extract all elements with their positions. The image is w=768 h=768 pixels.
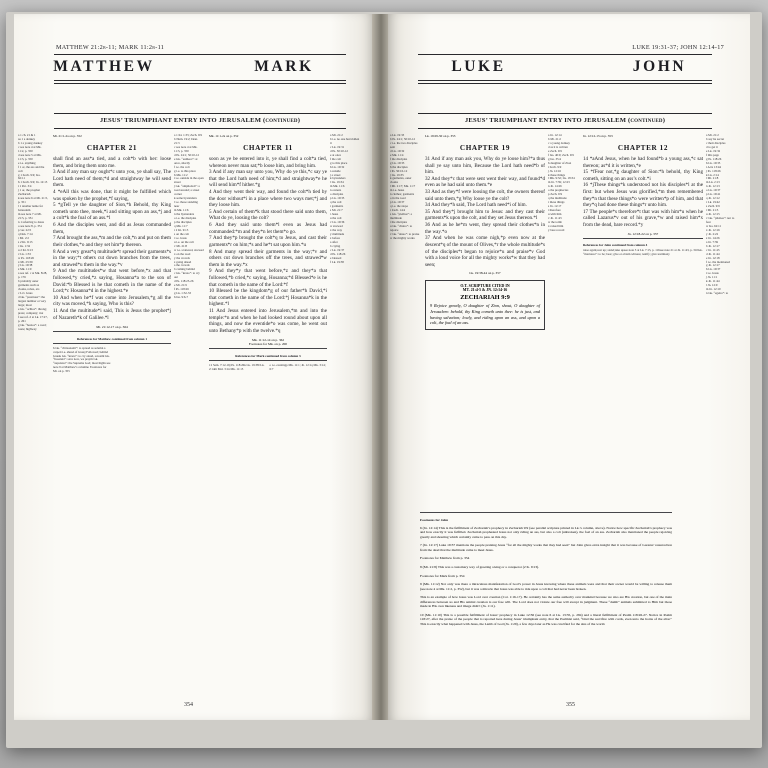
margin-ref-item: o Footnotes for Mt. on p. 355 [53, 365, 107, 374]
margin-ref-item: x raised him [548, 223, 564, 228]
margin-ref-item: e Jn. 12:18 [706, 255, 720, 260]
margin-ref-item: n the bystanders [174, 212, 195, 217]
left-gospel-titles [14, 58, 374, 76]
margin-ref-item: w i.e. scattered, strewed [174, 247, 204, 252]
margin-ref-item: t therefore [548, 208, 561, 213]
gospel-title-john: JOHN [632, 58, 687, 75]
footnotes-john-head: Footnotes for John [420, 517, 449, 522]
ref-above-john: Jn. 12:12-13 on p. 353 [583, 134, 613, 138]
ref-above-luke: Lk. 19:29-30 on p. 353 [425, 134, 456, 138]
margin-ref-item: w Isa. 62:11 [706, 223, 722, 228]
footnote-item: Footnotes for Mark from p. 354 [420, 573, 465, 578]
margin-ref-item: u i.e. on the colt [174, 239, 194, 244]
margin-ref-item: q Jn. 12:12 [706, 196, 720, 201]
margin-ref-item: n Mk. 11:15 [228, 366, 244, 371]
margin-ref-item: e Mt. 21:9 [174, 283, 187, 288]
gospel-title-mark: MARK [254, 58, 314, 75]
matthew-next-ref: Mt. 21:12-17 on p. 364 [96, 325, 128, 330]
margin-ref-item: b i.e. no one had ridden it [330, 136, 360, 145]
margin-ref-item: c Gk. “krazo”: to cry out [174, 271, 200, 280]
footnote-item: 10 (Mk. 11:10) This is a possible fulfillment of Jesus’ prophecy in Luke 12:36 (see note 6 at Lk. 13:35, p. 284) and a literal fulfillment of Psalm 118:26-27. Notice in Psalm 118:27, after the praise of the people that is reported here during Jesus’ triumphant entry, that the Psalmist said, “bind the sacrifice with cords, even unto the horns of the altar.” This is exactly what happened with Jesus, the Lamb of God (Jn. 1:29), a few days later as He was crucified for the sins of the world. [420, 612, 672, 626]
john-ref-item: Gk. “martureo”: to be; bear; give or obtain witness; testify; give testimony [583, 248, 703, 257]
margin-ref-item: r Mt. 2:2 [18, 235, 29, 240]
margin-ref-item: q Mk. 11:7 [174, 223, 188, 228]
left-margin-refs-matthew [18, 134, 50, 374]
chapter-heading-john: CHAPTER 12 [617, 144, 669, 152]
margin-ref-item: m Mk. 11:6 [174, 208, 189, 213]
footnote-item: Footnotes for Matthew from p. 354 [420, 556, 470, 561]
margin-ref-item: p Zech. 9:9 [548, 192, 563, 197]
margin-ref-item: k Jn. 11:44 [706, 279, 720, 284]
john-text: 14 *aAnd Jesus, when he had found*b a young ass,*c sat thereon; as*d it is written,*e 15 *fFear not,*g daughter of Sion:*h behold, thy King cometh, sitting on an ass’s colt.*i 16 *jThese things*k understood not his disciples*l at the first: but when Jesus was glorified,*m then remembered they*n that these things*o were written*p of him, and that they*q had done these things*r unto him. 17 The people*s therefore*t that was with him*u when he called Lazarus*v out of his grave,*w and raised him*x from the dead, bare record.*y [583, 156, 703, 229]
margin-ref-item: r Lk. 19:42 [706, 200, 720, 205]
margin-ref-item: f Isa. 40:9; Zech. 9:9 [548, 152, 574, 157]
margin-ref-item: j Ps. 118:26 [229, 362, 245, 367]
footnote-item: This is an example of how Jesus was Lord over creation (Col. 1:16-17). He certainly has the same authority over mankind because we also are His creation, but one of the main differences between us and His animal creation is our free will. The Lord does not violate our free will except in judgment. These “dumb” animals submitted to Him but those made in His own likeness and image didn’t (Jn. 1:11). [420, 595, 672, 609]
margin-ref-item: j Lk. 19:35 [390, 172, 404, 177]
margin-ref-item: l i.e. those standing near [174, 200, 198, 209]
john-next-ref: Jn. 12:18-22 on p. 357 [627, 231, 659, 236]
john-ref-item: see note 3 at Lk. 7:15, p. 116 [623, 248, 660, 253]
margin-ref-item: b probably outer garments such as cloaks, robes, etc. [18, 279, 41, 292]
margin-ref-item: v Mt. 21:8 [174, 243, 187, 248]
margin-ref-item: v Gk. “aineo”: to praise [390, 231, 420, 236]
margin-ref-item: a see ref. c at Mk. 8:28, p. 176 [18, 271, 48, 280]
margin-ref-item: l 1 another name for Jerusalem [18, 204, 44, 213]
margin-ref-item: c their disciples [706, 140, 726, 145]
margin-ref-item: y multitude [330, 231, 345, 236]
margin-ref-item: c Lk. 19:37 [330, 247, 345, 252]
margin-ref-item: j a street [330, 172, 341, 177]
margin-ref-item: e Zech. 9:9 [548, 148, 562, 153]
ot-box-title: ZECHARIAH 9:9 [460, 294, 510, 302]
mark-footnotes-ref: Footnotes for Mk. on p. 200 [248, 342, 288, 347]
margin-ref-item: n clothes; garments [390, 192, 415, 197]
right-margin-refs-luke [390, 134, 422, 330]
margin-ref-item: i 1 Pet. 3:4 [18, 184, 32, 189]
margin-ref-item: q Dan. 7:14 [18, 231, 33, 236]
margin-ref-item: y Lk. 19:38 [18, 263, 33, 268]
chapter-heading-matthew: CHAPTER 21 [86, 144, 138, 152]
margin-ref-item: b crying [330, 243, 341, 248]
margin-ref-item: s Jn. 12:17 [548, 204, 562, 209]
margin-ref-item: k Gk. “krazo”: to cry aloud, scream [59, 353, 104, 358]
margin-ref-item: a Mt. 21:2 [706, 133, 719, 137]
chapter-heading-luke: CHAPTER 19 [459, 144, 511, 152]
margin-ref-item: y bare record [548, 227, 565, 232]
margin-ref-item: aa 1 a donkey [18, 136, 36, 141]
margin-ref-item: h Lk. 19:37 [706, 267, 721, 272]
right-margin-refs-john [548, 134, 580, 330]
margin-ref-item: r these things [548, 200, 565, 205]
margin-ref-item: n owners [330, 188, 342, 193]
margin-ref-item: h Isa. 9:6-7 [174, 295, 189, 300]
margin-ref-item: d as it is written [548, 144, 568, 149]
margin-ref-item: a 1 ch. 21 & 1 [18, 133, 36, 137]
margin-ref-item: u Jn. 12:15 [706, 212, 720, 217]
matthew-refs-continued-head: References for Matthew continued from column 1 [77, 336, 147, 341]
margin-ref-item: b Ps. 24:1; 50:10-12 [390, 136, 416, 141]
margin-ref-item: b coming behind [174, 267, 195, 272]
margin-ref-item: k these things [548, 172, 566, 177]
margin-ref-item: i 2 Sam. 7:12-16 [209, 362, 230, 367]
margin-ref-item: f the disciples [390, 156, 408, 161]
margin-ref-item: m Jn. 12:10 [706, 287, 721, 292]
margin-ref-item: p Lk. 19:41 [706, 192, 721, 197]
margin-ref-item: k Lk. 19:38 [244, 362, 259, 367]
margin-ref-item: x on the road [174, 251, 191, 256]
margin-ref-item: e blessed [330, 255, 342, 260]
margin-ref-item: m Mk. 11:6 [330, 184, 345, 189]
margin-ref-item: q i.e. the slope [390, 204, 408, 209]
margin-ref-item: a the crowds [174, 263, 190, 268]
margin-ref-item: l Mk. 9:32; Lk. 18:34 [548, 176, 575, 181]
left-margin-refs-mark [174, 134, 206, 374]
margin-ref-item: p Lk. 19:35 [330, 196, 345, 201]
john-ref-item: raise again; [583, 248, 598, 253]
margin-ref-item: c see note 4 at Mk. 11:3, p. 350 [174, 144, 198, 153]
margin-ref-item: q the colt [330, 200, 342, 205]
john-refs-continued-head: References for John continued from column 4 [583, 243, 648, 248]
margin-ref-item: l Mt. 21:7; Mk. 11:7 [390, 184, 416, 189]
mark-text: soon as ye be entered into it, ye shall find a colt*a tied, whereon never man sat;*b loose him, and bring him. 3 And if any man say unto you, Why do ye this,*c say ye that the Lord hath need of him;*d and straightway*e he will send him*f hither.*g 4 And they went their way, and found the colt*h tied by the door without*i in a place where two ways met;*j and they loose him. 5 And certain of them*k that stood there said unto them, What do ye, loosing the colt? 6 And they said unto them*l even as Jesus had commanded:*m and they*n let them*o go. 7 And they*p brought the colt*q to Jesus, and cast their garments*r on him;*s and he*t sat upon him.*u 8 And many spread their garments in the way;*v and others cut down branches off the trees, and strawed*w them in the way.*x 9 And they*y that went before,*z and they*a that followed,*b cried,*c saying, Hosanna;*d Blessed*e is he that cometh in the name of the Lord:*f 10 Blessed be the kingdom*g of our father*h David,*i that cometh in the name of the Lord:*j Hosanna*k in the highest.*l 11 And Jesus entered into Jerusalem,*m and into the temple:*n and when he had looked round about upon all things, and now the eventide*o was come, he went out unto Bethany*p with the twelve.*q [209, 156, 327, 334]
margin-ref-item: a after [330, 239, 338, 244]
margin-ref-item: f i.e. the mentioned [706, 259, 730, 264]
margin-ref-item: r 2 Ki. 9:13 [174, 227, 189, 232]
margin-ref-item: c Lk. 19:31 [330, 144, 345, 149]
ot-scripture-box [425, 280, 545, 329]
mark-refs-continued-head: References for Mark continued from column 3 [235, 354, 301, 359]
margin-ref-item: i Ps. 50:10-12 [390, 168, 408, 173]
margin-ref-item: h Mk. 11:2 [174, 172, 188, 177]
ref-above-matthew: Mt. 21:1-2a on p. 352 [53, 134, 82, 138]
margin-ref-item: o in the road [390, 196, 406, 201]
margin-ref-item: h the disciples [390, 164, 408, 169]
margin-ref-item: h Gk. “chrisonomi”: to spread as solemn a carpet [53, 345, 106, 354]
margin-ref-item: s Zech. 9:9 [706, 204, 720, 209]
left-page [14, 14, 374, 720]
margin-ref-item: a Jn. 7:39 [706, 239, 718, 244]
right-page [388, 14, 750, 720]
john-ref-item: rear up; stand; [597, 248, 615, 253]
margin-ref-item: d Ps. 118:26 [330, 251, 346, 256]
margin-ref-item: b 1 a young donkey [18, 140, 43, 145]
margin-ref-item: m Lk. 2:13 [706, 180, 720, 185]
margin-ref-item: w strewed [330, 223, 343, 228]
margin-ref-item: k bystanders [330, 176, 346, 181]
margin-ref-item: z before [330, 235, 341, 240]
margin-ref-item: d to get it [706, 144, 718, 149]
margin-ref-item: g Lk. 1:32-33 [174, 291, 191, 296]
margin-ref-item: h Lk. 19:32 [330, 164, 345, 169]
margin-ref-item: c Lvt. Jesus [18, 291, 33, 296]
margin-ref-item: c a young donkey [548, 140, 570, 145]
margin-ref-item: o i.e. the disciples [174, 216, 197, 221]
margin-ref-item: a Mt. 21:2 [330, 133, 343, 137]
margin-ref-item: w the tomb [548, 219, 562, 224]
margin-ref-item: f this page [706, 152, 719, 157]
margin-ref-item: j Ps. 118:26 [706, 168, 721, 173]
margin-ref-item: b Jn. 12:17 [706, 243, 720, 248]
margin-ref-item: p the disciples [174, 219, 192, 224]
left-running-head: MATTHEW 21:2b-11; MARK 11:2b-11 [56, 44, 165, 51]
margin-ref-item: e Gk. “ochlos”: throng; press; company; riot [18, 306, 47, 315]
left-margin-refs-extra [330, 134, 360, 374]
margin-ref-item: s 2 Ki. 9:13 [18, 239, 33, 244]
left-section-banner: JESUS’ TRIUMPHANT ENTRY INTO JERUSALEM (continued) [99, 117, 301, 124]
margin-ref-item: v Lk. 19:36 [330, 219, 345, 224]
margin-ref-item: k garments, outer cloaks [390, 176, 412, 185]
margin-ref-item: i i.e. Jesus [706, 271, 719, 276]
margin-ref-item: d Gk. “prestious”: the largest number or very large; most [18, 295, 47, 307]
margin-ref-item: s Gk. “plethos”: a multitude [390, 212, 412, 221]
margin-ref-item: o Lk. 19:37 [706, 188, 721, 193]
margin-ref-item: n see note 9 at Matthew’s column [53, 361, 111, 370]
margin-ref-item: t the disciples [390, 219, 408, 224]
margin-ref-item: a Lk. 19:33 [390, 133, 405, 137]
margin-ref-item: m Gk. “supsistos”: the Supreme God; most high [53, 357, 105, 366]
margin-ref-item: z going ahead [174, 259, 192, 264]
margin-ref-item: w the mighty works [390, 235, 415, 240]
luke-text: 31 And if any man ask you, Why do ye loose him?*a thus shall ye say unto him, Because the Lord hath need*b of him. 32 And they*c that were sent went their way, and found*d even as he had said unto them.*e 33 And as they*f were loosing the colt, the owners thereof said unto them,*g Why loose ye the colt? 34 And they*h said, The Lord hath need*i of him. 35 And they*j brought him to Jesus: and they cast their garments*k upon the colt, and they set Jesus thereon.*l 36 And as he he*m went, they spread their clothes*n in the way.*o 37 And when he was come nigh,*p even now at the descent*q of the mount of Olives,*r the whole multitude*s of the disciples*t began to rejoice*u and praise*v God with a loud voice for all the mighty works*w that they had seen; [425, 156, 545, 268]
margin-ref-item: k Lk. 2:14 [706, 172, 719, 177]
margin-ref-item: t Lk. 1:32 [18, 243, 31, 248]
margin-ref-item: e at once [330, 152, 341, 157]
footnote-item: 8 (Mt. 21:8) This was a customary way of greeting a king or a conqueror (2 K. 9:13). [420, 564, 540, 569]
margin-ref-item: z Mk. 11:9 [18, 267, 32, 272]
margin-ref-item: g i.e. to this place [174, 168, 196, 173]
margin-ref-item: i i.e. ahead of Jesus [60, 349, 85, 354]
margin-ref-item: i i.e. outside in the open street [174, 176, 204, 185]
ot-box-head: O.T. SCRIPTURE CITED IN [460, 284, 510, 289]
margin-ref-item: z Jn. 14:26 [706, 235, 720, 240]
margin-ref-item: b Num. 19:2; Deut. 21:3 [174, 136, 198, 145]
margin-ref-item: a 1 Ki. 1:33; Zech. 9:9 [174, 133, 202, 137]
margin-ref-item: i outside [330, 168, 341, 173]
margin-ref-item: i Zech. 9:9 [548, 164, 562, 169]
margin-ref-item: g Ps. 118:26 [706, 156, 722, 161]
margin-ref-item: p Mk. 11:1; Jn. 12:1 [286, 362, 312, 367]
margin-ref-item: q the multitude [548, 196, 567, 201]
margin-ref-item: d Lk. 19:32 [390, 148, 405, 153]
margin-ref-item: h daughter of Zion [548, 160, 572, 165]
margin-ref-item: u 2 Ki. 9:13 [18, 247, 33, 252]
margin-ref-item: v Jn. 11:43 [548, 216, 562, 221]
margin-ref-item: v Gk. “phobeo”: not to fear [706, 216, 735, 224]
margin-ref-item: o see note 8, p. 351 [18, 223, 42, 228]
ref-above-mark: Mk. 11:1-2a on p. 352 [209, 134, 239, 138]
margin-ref-item: j Followed; behind Jesus [53, 349, 108, 358]
margin-ref-item: j Jn. 11:1 [706, 275, 718, 280]
margin-ref-item: s Mt. 21:7 [330, 208, 343, 213]
margin-ref-item: h Lk. 19:35 [706, 160, 721, 165]
margin-ref-item: p ver. 22:5 [18, 227, 32, 232]
margin-ref-item: v Lk. 1:33 [18, 251, 31, 256]
margin-ref-item: f see ref. d at Lk. 17:27, p. 261 [18, 314, 48, 323]
margin-ref-item: f Lk. 19:38 [330, 259, 344, 264]
margin-ref-item: d Jn. 11:44 [706, 251, 720, 256]
footnote-item: 9 (Mk. 11:12) Not only was there a miraculous manifestation of God’s power in Jesus knowing where these animals were and that their owner would be willing to release them (see note 4 at Mk. 11:2, p. 352), but it was a miracle that Jesus was able to ride upon a colt that had never been broken. [420, 582, 672, 591]
margin-ref-item: l Gk. “hosanna”: save now, we pray [53, 353, 110, 362]
margin-ref-item: e Gk. “eutheos”: at once, shortly [174, 156, 198, 165]
ot-box-refs: MT. 21:4-5 & JN. 12:14-16 [462, 288, 508, 293]
margin-ref-item: n Gk. “egeiro”: to [706, 291, 729, 296]
gospel-title-matthew: MATTHEW [53, 58, 155, 75]
margin-ref-item: o disciples [330, 192, 344, 197]
margin-ref-item: d Ps. 118:25-26 [174, 279, 194, 284]
margin-ref-item: k some bystanders [174, 196, 197, 201]
margin-ref-item: x the way [330, 227, 343, 232]
margin-ref-item: l Jn. 12:9 [706, 283, 718, 288]
margin-ref-item: j Jn. 12:16 [548, 168, 561, 173]
margin-ref-item: i Acts 13:44 [706, 164, 721, 169]
margin-ref-item: d Ps. 24:1; 50:10-12 [174, 152, 200, 157]
margin-ref-item: n 1 referring to Jesus [18, 219, 44, 224]
margin-ref-item: b say he secret [706, 136, 725, 141]
margin-ref-item: q Mk. 3:14; 6:7 [269, 362, 326, 371]
margin-ref-item: u Gk. “chairo”: to rejoice [390, 223, 413, 232]
margin-ref-item: f Ps. 118:26 [174, 287, 189, 292]
margin-ref-item: m Jn. 7:39; 12:23 [548, 180, 570, 185]
chapter-heading-mark: CHAPTER 11 [243, 144, 293, 152]
margin-ref-item: d see note 5 at Mk. 11:3, p. 350 [18, 152, 42, 161]
margin-ref-item: g 1 Zech. 9:9; Isa. 62:11 [18, 172, 41, 181]
margin-ref-item: u the colt [330, 216, 342, 221]
margin-ref-item: n Jn. 14:26 [548, 184, 562, 189]
margin-ref-item: e Mk. 11:4 [390, 152, 404, 157]
margin-ref-item: d Ps. 50:10-12 [330, 148, 348, 153]
margin-ref-item: w Ps. 118:26 [18, 255, 34, 260]
margin-ref-item: u with him [548, 212, 562, 217]
margin-ref-item: j 1 or, the prophet Zechariah [18, 188, 40, 197]
margin-ref-item: f i.e. the colt [174, 164, 190, 169]
margin-ref-item: g Gk. “hosios”: a road; route; highway [18, 322, 47, 331]
margin-ref-item: o i.e. evening [269, 362, 287, 367]
matthew-text: shall find an ass*a tied, and a colt*b with her: loose them, and bring them unto me. 3 And if any man say ought*c unto you, ye shall say, The Lord hath need of them;*d and straightway he will send them. 4 *eAll this was done, that it might be fulfilled which was spoken by the prophet,*f saying, 5 *gTell ye the daughter of Sion,*h Behold, thy King cometh unto thee, meek,*i and sitting upon an ass,*j and a colt*k the foal of an ass.*l 6 And the disciples went, and did as Jesus commanded them, 7 And brought the ass,*m and the colt,*n and put on them their clothes,*o and they set him*p thereon. 8 And a very great*q multitude*r spread their garments*s in the way;*t others cut down branches from the trees, and strawed*u them in the way.*v 9 And the multitudes*w that went before,*x and that followed,*y cried,*z saying, Hosanna*a to the son of David:*b Blessed is he that cometh in the name of the Lord;*c Hosanna*d in the highest.*e 10 And when he*f was come into Jerusalem,*g all the city was moved,*h saying, Who is this? 11 And the multitude*i said, This is Jesus the prophet*j of Nazareth*k of Galilee.*l [53, 156, 171, 321]
margin-ref-item: m Mal. 3:1 [214, 366, 229, 371]
margin-ref-item: l Mt. 21:8 [706, 176, 719, 181]
margin-ref-item: k see note 6 at Mt. 21:5, p. 351 [18, 196, 48, 205]
right-page-number: 355 [566, 702, 575, 708]
right-margin-refs-extra [706, 134, 736, 330]
mark-next-ref: Mk. 11:12-14 on p. 362 [251, 338, 285, 343]
footnote-item: 7 (Jn. 12:17) Luke 19:37 mentions the people praising Jesus “for all the mighty works that they had seen” but John gives extra insight that it was because of Lazarus’ resurrection from the dead that the multitude came to meet Jesus. [420, 543, 672, 552]
margin-ref-item: r Zech. 14:4 [390, 208, 406, 213]
margin-ref-item: t i.e. Jesus [174, 235, 187, 240]
margin-ref-item: x Mt. 23:39 [18, 259, 33, 264]
margin-ref-item: m see note 7 at Mt. 21:5, p. 351 [18, 212, 42, 221]
margin-ref-item: c Jn. 11:43 [706, 247, 720, 252]
footnotes-block [420, 510, 672, 626]
margin-ref-item: r garments [330, 204, 344, 209]
ot-box-body: 9 Rejoice greatly, O daughter of Zion, shout, O daughter of Jerusalem: behold, thy King cometh unto thee: he is just, and having salvation; lowly, and riding upon an ass, and upon a colt, the foal of an ass. [430, 303, 540, 326]
margin-ref-item: g Isa. 35:4 [548, 156, 561, 161]
right-section-banner: JESUS’ TRIUMPHANT ENTRY INTO JERUSALEM (continued) [464, 117, 666, 124]
margin-ref-item: b Mt. 21:2 [548, 136, 561, 141]
margin-ref-item: g to this place [330, 160, 348, 165]
margin-ref-item: o the prophecies [548, 188, 569, 193]
margin-ref-item: l Lk. 2:14 [209, 362, 265, 371]
footnote-item: 6 (Jn. 12:14) This is the fulfillment of Zechariah’s prophecy in Zechariah 9:9 (see parallel scripture printed in Lk.’s column, above). Notice how specific Zechariah’s prophecy was and how exactly it was fulfilled. Zechariah prophesied Jesus not only riding an ass, but also a colt (unbroken), the foal of an ass. Zechariah also mentioned the people rejoicing greatly and shouting which certainly came to pass on this day. [420, 525, 672, 539]
margin-ref-item: f the colt [330, 156, 341, 161]
margin-ref-item: t Jesus [330, 212, 339, 217]
right-running-head: LUKE 19:31-37; JOHN 12:14-17 [632, 44, 724, 51]
left-page-number: 354 [184, 702, 193, 708]
margin-ref-item: x Jn. 12:16 [706, 227, 720, 232]
gospel-title-luke: LUKE [451, 58, 506, 75]
margin-ref-item: c i.e. the two disciples sent [390, 140, 418, 149]
margin-ref-item: y Jn. 2:22 [706, 231, 719, 236]
margin-ref-item: j Gk. “amphodon”: a road around; a street corner [174, 184, 200, 197]
luke-next-ref: Lk. 19:38-44 on p. 357 [469, 271, 501, 276]
margin-ref-item: e i.e. anything [18, 160, 36, 165]
margin-ref-item: h 1 Zech. 9:9; Jn. 12:15 [18, 180, 48, 185]
margin-ref-item: g Jn. 12:17 [706, 263, 720, 268]
margin-ref-item: e Lk. 19:32 [706, 148, 721, 153]
margin-ref-item: s on the colt [174, 231, 190, 236]
margin-ref-item: c see note 4 at Mk. 11:2, p. 350 [18, 144, 42, 153]
margin-ref-item: l Lk. 19:34 [330, 180, 344, 185]
margin-ref-item: p Lk. 19:37 [390, 200, 405, 205]
margin-ref-item: t Mt. 21:5 [706, 208, 719, 213]
right-gospel-titles [388, 58, 750, 76]
margin-ref-item: f 1 or, the ass and the colt [18, 164, 45, 173]
margin-ref-item: g Lk. 19:33 [390, 160, 405, 165]
john-ref-item: see note 21 at Jn. 11:43, p. 310 [659, 248, 698, 253]
margin-ref-item: m i.e. Jesus [390, 188, 405, 193]
john-ref-item: take up [614, 248, 624, 253]
margin-ref-item: y the crowds [174, 255, 190, 260]
margin-ref-item: n Jn. 12:13 [706, 184, 720, 189]
margin-ref-item: a Jn. 12:14 [548, 133, 562, 137]
